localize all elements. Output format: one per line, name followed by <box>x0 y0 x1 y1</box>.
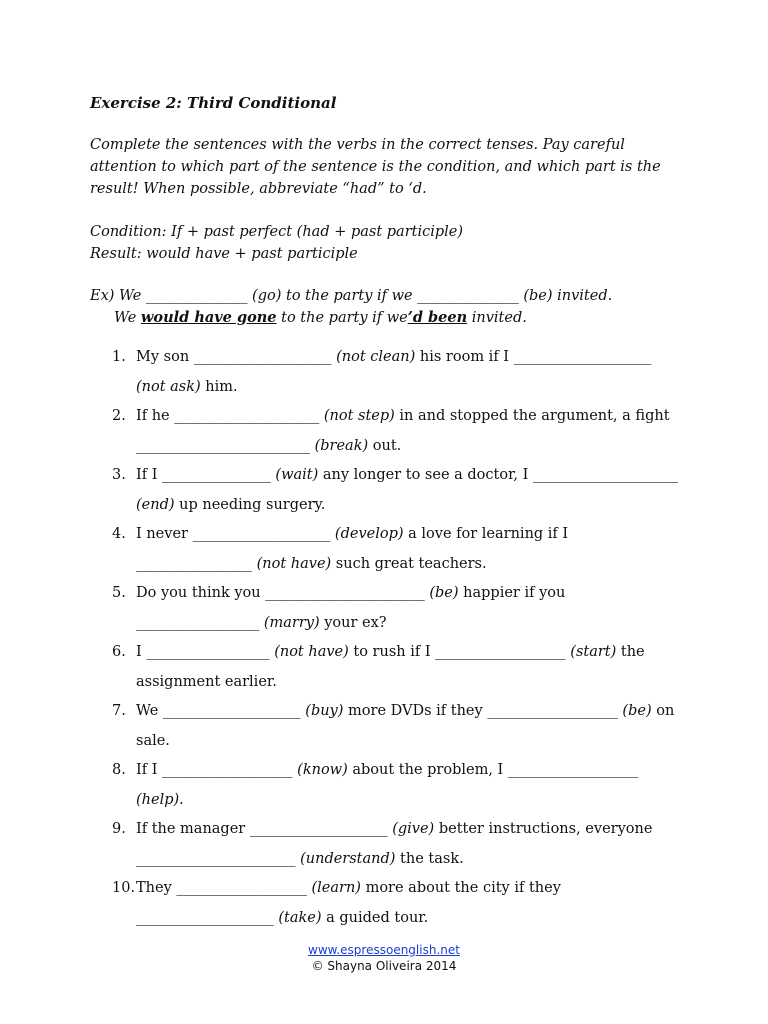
verb-hint: (not have) <box>269 644 349 660</box>
sentence-text: the task. <box>395 850 464 867</box>
example-answer-highlight: would have gone <box>140 309 277 326</box>
sentence-text: such great teachers. <box>331 555 487 572</box>
answer-blank[interactable]: ___________________ <box>162 703 301 719</box>
answer-blank[interactable]: ___________________ <box>136 909 274 926</box>
sentence-text: My son <box>136 349 194 365</box>
verb-hint: (not ask) <box>136 378 201 395</box>
exercise-item <box>112 520 682 579</box>
verb-hint: (start) <box>565 644 617 660</box>
result-rule: Result: would have + past participle <box>90 246 358 262</box>
verb-hint: (give) <box>387 821 435 837</box>
exercise-item <box>112 874 682 933</box>
example-answer-highlight: ’d been <box>407 309 468 326</box>
verb-hint: (take) <box>273 909 322 926</box>
answer-blank[interactable]: __________________ <box>162 762 293 778</box>
verb-hint: (be) <box>617 703 652 719</box>
condition-rule: Condition: If + past perfect (had + past participle) <box>90 224 464 240</box>
exercise-item <box>112 402 682 461</box>
item-number: 7. <box>112 703 126 719</box>
sentence-text: your ex? <box>319 614 387 631</box>
item-number: 10. <box>112 880 136 896</box>
exercise-item <box>112 579 682 638</box>
answer-blank[interactable]: __________________ <box>487 703 618 719</box>
sentence-text: better instructions, everyone <box>434 821 653 837</box>
sentence-text: If I <box>136 467 163 483</box>
sentence-text: I <box>136 644 147 660</box>
sentence-text: out. <box>368 437 402 454</box>
verb-hint: (be) <box>424 585 459 601</box>
item-number: 2. <box>112 408 126 424</box>
sentence-text: the assignment earlier. <box>136 644 645 690</box>
sentence-text: a love for learning if I <box>403 526 569 542</box>
sentence-text: If the manager <box>136 821 250 837</box>
example-blank: ______________ <box>145 288 248 304</box>
formula-block <box>90 221 463 265</box>
answer-blank[interactable]: ______________________ <box>136 850 296 867</box>
sentence-text: any longer to see a doctor, I <box>318 467 533 483</box>
exercise-item <box>112 461 682 520</box>
page-title: Exercise 2: Third Conditional <box>90 94 337 112</box>
verb-hint: (buy) <box>300 703 344 719</box>
item-number: 9. <box>112 821 126 837</box>
item-number: 3. <box>112 467 126 483</box>
answer-blank[interactable]: _________________ <box>146 644 270 660</box>
sentence-text: Do you think you <box>136 585 266 601</box>
verb-hint: (break) <box>310 437 369 454</box>
instructions: Complete the sentences with the verbs in the correct tenses. Pay careful attention to which part of the sentence is the condition, and which part is the result! When possible, abbreviate “had” to ‘d. <box>90 137 661 197</box>
item-number: 8. <box>112 762 126 778</box>
answer-blank[interactable]: ___________________ <box>513 349 652 365</box>
answer-blank[interactable]: ___________________ <box>193 349 332 365</box>
sentence-text: his room if I <box>415 349 514 365</box>
item-number: 1. <box>112 349 126 365</box>
footer-link[interactable]: www.espressoenglish.net <box>308 943 460 957</box>
sentence-text: If he <box>136 408 175 424</box>
verb-hint: (not clean) <box>331 349 416 365</box>
exercise-item <box>112 697 682 756</box>
answer-blank[interactable]: _________________ <box>136 614 260 631</box>
answer-blank[interactable]: ____________________ <box>174 408 320 424</box>
sentence-text: more DVDs if they <box>343 703 488 719</box>
sentence-text: a guided tour. <box>321 909 429 926</box>
exercise-item <box>112 343 682 402</box>
verb-hint: (help) <box>136 791 180 808</box>
example-blank: ______________ <box>417 288 519 304</box>
answer-blank[interactable]: ________________ <box>136 555 252 572</box>
answer-blank[interactable]: ________________________ <box>136 437 310 454</box>
answer-blank[interactable]: ___________________ <box>192 526 331 542</box>
answer-blank[interactable]: __________________ <box>176 880 307 896</box>
answer-blank[interactable]: ___________________ <box>249 821 388 837</box>
exercise-list <box>112 343 682 933</box>
sentence-text: up needing surgery. <box>174 496 326 513</box>
answer-blank[interactable]: __________________ <box>435 644 566 660</box>
verb-hint: (learn) <box>306 880 361 896</box>
verb-hint: (not step) <box>319 408 395 424</box>
example-answer: We would have gone to the party if we’d been invited. <box>114 309 527 326</box>
footer-copyright: © Shayna Oliveira 2014 <box>311 959 457 973</box>
verb-hint: (know) <box>292 762 348 778</box>
verb-hint: (wait) <box>270 467 319 483</box>
verb-hint: (end) <box>136 496 175 513</box>
answer-blank[interactable]: _______________ <box>162 467 271 483</box>
sentence-text: to rush if I <box>348 644 436 660</box>
verb-hint: (marry) <box>259 614 320 631</box>
item-number: 5. <box>112 585 126 601</box>
item-number: 6. <box>112 644 126 660</box>
sentence-text: him. <box>200 378 238 395</box>
sentence-text: in and stopped the argument, a fight <box>394 408 670 424</box>
exercise-item <box>112 815 682 874</box>
sentence-text: on sale. <box>136 703 675 749</box>
item-number: 4. <box>112 526 126 542</box>
verb-hint: (develop) <box>330 526 404 542</box>
footer <box>0 942 768 974</box>
sentence-text: about the problem, I <box>347 762 508 778</box>
sentence-text: They <box>136 880 177 896</box>
exercise-item <box>112 756 682 815</box>
sentence-text: We <box>136 703 163 719</box>
exercise-item <box>112 638 682 697</box>
sentence-text: If I <box>136 762 163 778</box>
answer-blank[interactable]: __________________ <box>507 762 639 778</box>
sentence-text: I never <box>136 526 193 542</box>
answer-blank[interactable]: ______________________ <box>265 585 425 601</box>
verb-hint: (understand) <box>295 850 396 867</box>
sentence-text: happier if you <box>458 585 566 601</box>
verb-hint: (not have) <box>252 555 332 572</box>
answer-blank[interactable]: ____________________ <box>532 467 678 483</box>
example-question: Ex) We ______________ (go) to the party if we ______________ (be) invited. <box>90 288 613 304</box>
sentence-text: more about the city if they <box>360 880 561 896</box>
sentence-text: . <box>179 791 184 808</box>
example-block <box>90 285 612 329</box>
